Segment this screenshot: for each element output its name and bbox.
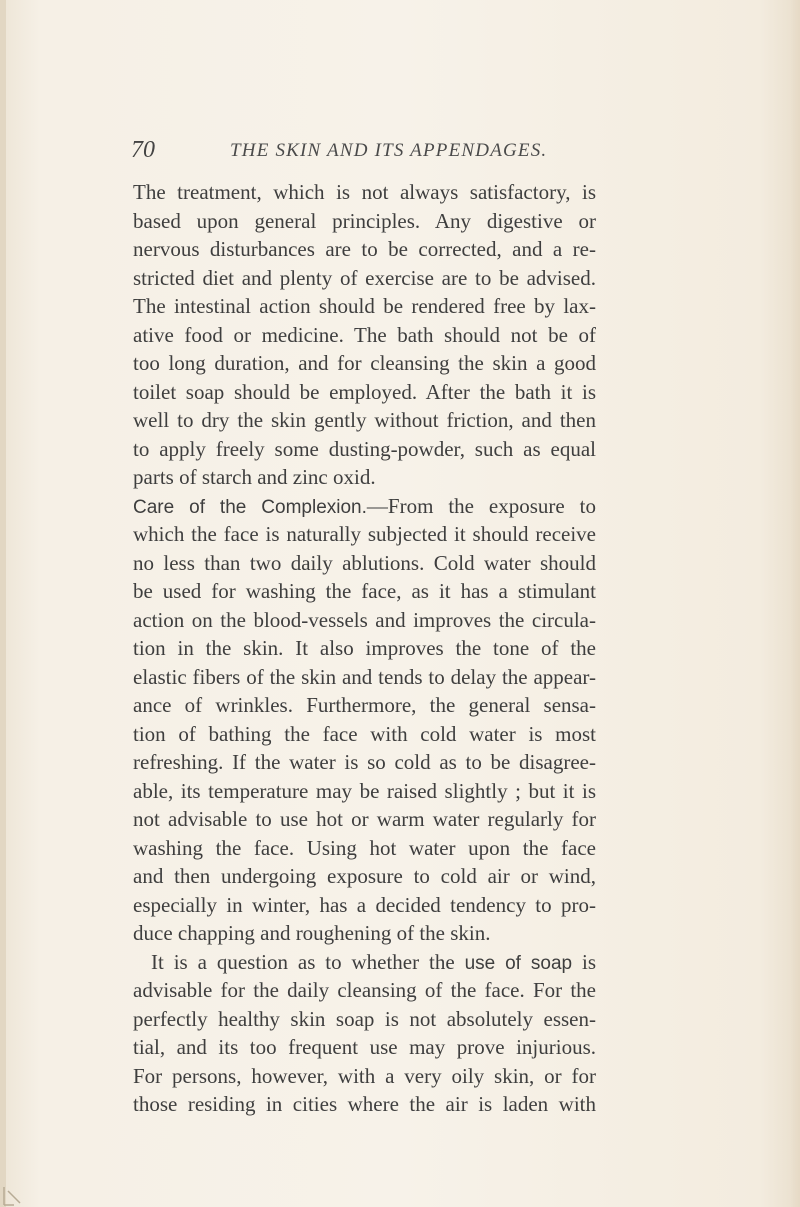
text-line: washing the face. Using hot water upon the face [133,835,596,860]
text-line: tion of bathing the face with cold water is most [133,721,596,746]
right-page-edge [790,0,800,1207]
text-line: which the face is naturally subjected it should receive [133,522,596,546]
text-line: elastic fibers of the skin and tends to delay the appear- [133,664,596,689]
text-line: toilet soap should be employed. After the bath it is [133,379,596,404]
section-heading: Care of the Complexion. [133,496,367,518]
text-line: duce chapping and roughening of the skin. [133,921,491,945]
text-line: and then undergoing exposure to cold air or wind, [133,864,596,888]
text-line: parts of starch and zinc oxid. [133,465,376,489]
text-line: tion in the skin. It also improves the tone of the [133,636,596,660]
section-heading-line: Care of the Complexion.—From the exposure to [133,493,596,518]
body-text [133,178,596,1119]
inline-heading: use of soap [464,952,573,974]
page-header [131,137,611,167]
text-line: stricted diet and plenty of exercise are to be advised. [133,265,596,290]
text-line: to apply freely some dusting-powder, such as equal [133,436,596,461]
text-line: no less than two daily ablutions. Cold water should [133,550,596,575]
text-line: be used for washing the face, as it has a stimulant [133,579,596,603]
text-line: For persons, however, with a very oily skin, or for [133,1063,596,1088]
text-line: action on the blood-vessels and improves the circula- [133,607,596,632]
text-line: refreshing. If the water is so cold as to be disagree- [133,750,596,774]
left-page-edge [0,0,6,1207]
text-line: advisable for the daily cleansing of the face. For the [133,978,596,1002]
paragraph-start-line: It is a question as to whether the use of soap is [151,949,596,974]
text-line: especially in winter, has a decided tendency to pro- [133,892,596,917]
text-line: ative food or medicine. The bath should not be of [133,322,596,347]
text-line: nervous disturbances are to be corrected, and a re- [133,237,596,261]
text-line: too long duration, and for cleansing the skin a good [133,351,596,375]
running-head: THE SKIN AND ITS APPENDAGES. [230,140,548,161]
text-line: The intestinal action should be rendered free by lax- [133,294,596,318]
text-line: those residing in cities where the air is laden with [133,1092,596,1116]
page-corner-mark [0,1177,30,1207]
text-line: ance of wrinkles. Furthermore, the general sensa- [133,693,596,717]
text-line: well to dry the skin gently without friction, and then [133,408,596,432]
text-line: able, its temperature may be raised slightly ; but it is [133,778,596,803]
page-number: 70 [131,137,155,163]
text-line: tial, and its too frequent use may prove injurious. [133,1035,596,1059]
text-line: based upon general principles. Any digestive or [133,208,596,233]
text-line: perfectly healthy skin soap is not absolutely essen- [133,1006,596,1031]
text-line: not advisable to use hot or warm water regularly for [133,807,596,831]
text-line: The treatment, which is not always satisfactory, is [133,180,596,204]
